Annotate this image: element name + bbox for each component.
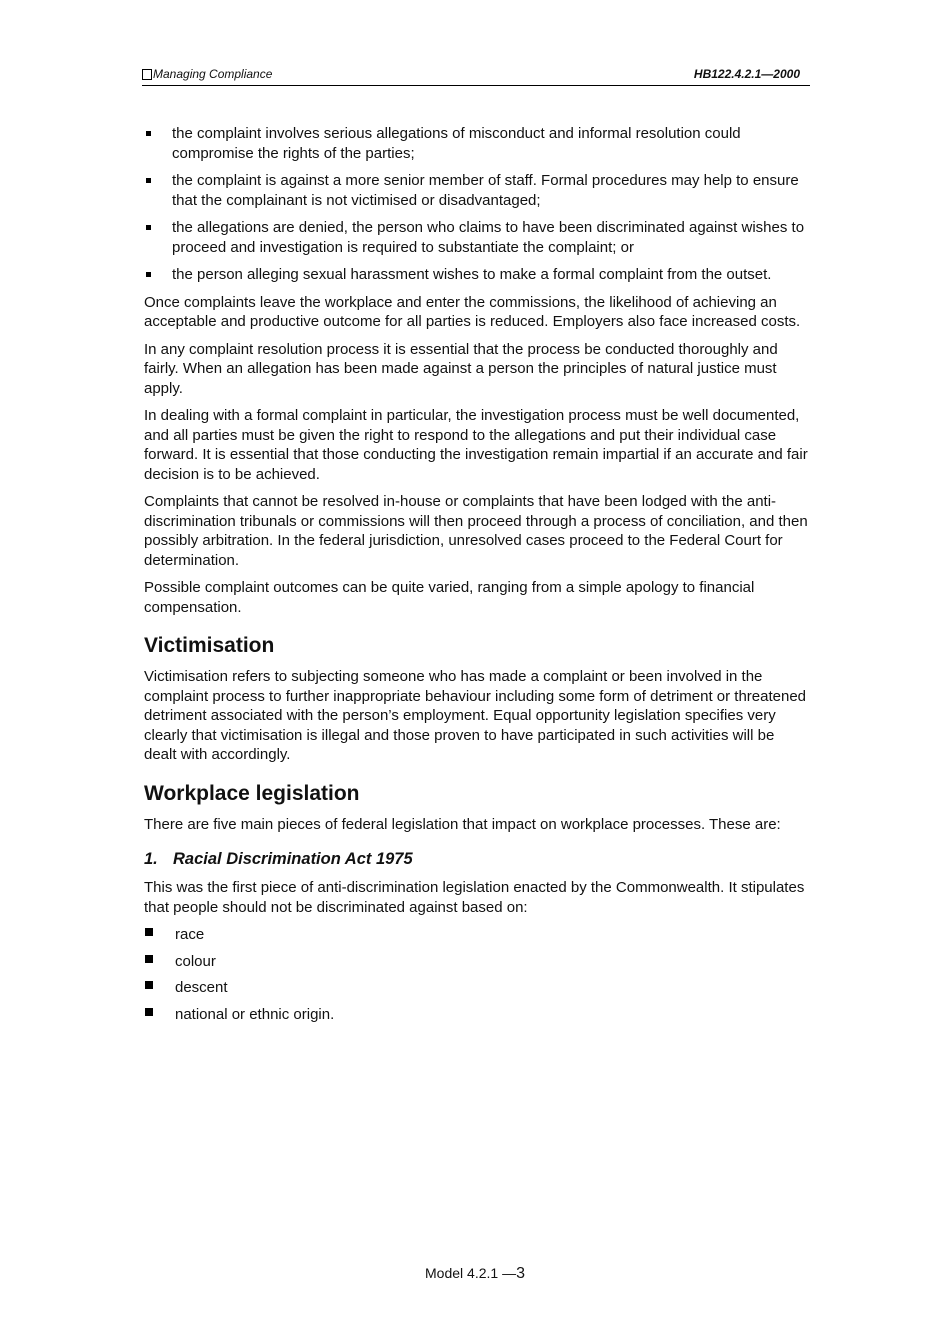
page-number: 3 xyxy=(516,1265,525,1282)
list-item: national or ethnic origin. xyxy=(144,1005,810,1025)
footer-label: Model 4.2.1 — xyxy=(425,1265,517,1281)
victimisation-heading: Victimisation xyxy=(144,634,275,657)
header-left xyxy=(142,67,272,81)
act-number: 1. xyxy=(144,850,158,868)
paragraph: In any complaint resolution process it is essential that the process be conducted thoroughly and fairly. When an allegation has been made against a person the principles of natural justice must apply. xyxy=(144,340,778,397)
body-content xyxy=(144,124,810,1031)
checkbox-glyph-icon xyxy=(142,69,152,80)
paragraph: Possible complaint outcomes can be quite varied, ranging from a simple apology to financial compensation. xyxy=(144,579,755,616)
page-footer xyxy=(0,1265,950,1283)
workplace-legislation-paragraph: There are five main pieces of federal legislation that impact on workplace processes. These are: xyxy=(144,815,781,833)
header-document-code: HB122.4.2.1—2000 xyxy=(693,67,800,81)
list-item: race xyxy=(144,925,810,945)
list-item: the complaint is against a more senior member of staff. Formal procedures may help to ensure that the complainant is not victimised or disadvantaged; xyxy=(144,171,810,210)
act-title: Racial Discrimination Act 1975 xyxy=(173,850,413,868)
act-paragraph: This was the first piece of anti-discrimination legislation enacted by the Commonwealth. It stipulates that people should not be discriminated against based on: xyxy=(144,879,805,916)
act-heading xyxy=(144,848,810,870)
list-item: the complaint involves serious allegations of misconduct and informal resolution could compromise the rights of the parties; xyxy=(144,124,810,163)
formal-procedure-conditions-list xyxy=(144,124,810,285)
discrimination-grounds-list xyxy=(144,925,810,1024)
list-item: the allegations are denied, the person who claims to have been discriminated against wishes to proceed and investigation is required to substantiate the complaint; or xyxy=(144,218,810,257)
victimisation-paragraph: Victimisation refers to subjecting someone who has made a complaint or been involved in the complaint process to further inappropriate behaviour including some form of detriment or threatened detriment associated with the person’s employment. Equal opportunity legislation specifies very clearly that victimisation is illegal and those proven to have participated in such activities will be dealt with accordingly. xyxy=(144,668,807,763)
paragraph: Complaints that cannot be resolved in-house or complaints that have been lodged with the anti-discrimination tribunals or commissions will then proceed through a process of conciliation, and then possibly arbitration. In the federal jurisdiction, unresolved cases proceed to the Federal Court for determination. xyxy=(144,493,808,569)
workplace-legislation-heading: Workplace legislation xyxy=(144,781,360,805)
running-header xyxy=(142,66,810,86)
paragraph: In dealing with a formal complaint in particular, the investigation process must be well documented, and all parties must be given the right to respond to the allegations and put their individual case forward. It is essential that those conducting the investigation remain impartial if an accurate and fair decision is to be achieved. xyxy=(144,407,808,483)
paragraph: Once complaints leave the workplace and enter the commissions, the likelihood of achieving an acceptable and productive outcome for all parties is reduced. Employers also face increased costs. xyxy=(144,293,801,330)
list-item: colour xyxy=(144,952,810,972)
list-item: the person alleging sexual harassment wishes to make a formal complaint from the outset. xyxy=(144,265,810,285)
header-title: Managing Compliance xyxy=(153,67,273,81)
list-item: descent xyxy=(144,978,810,998)
